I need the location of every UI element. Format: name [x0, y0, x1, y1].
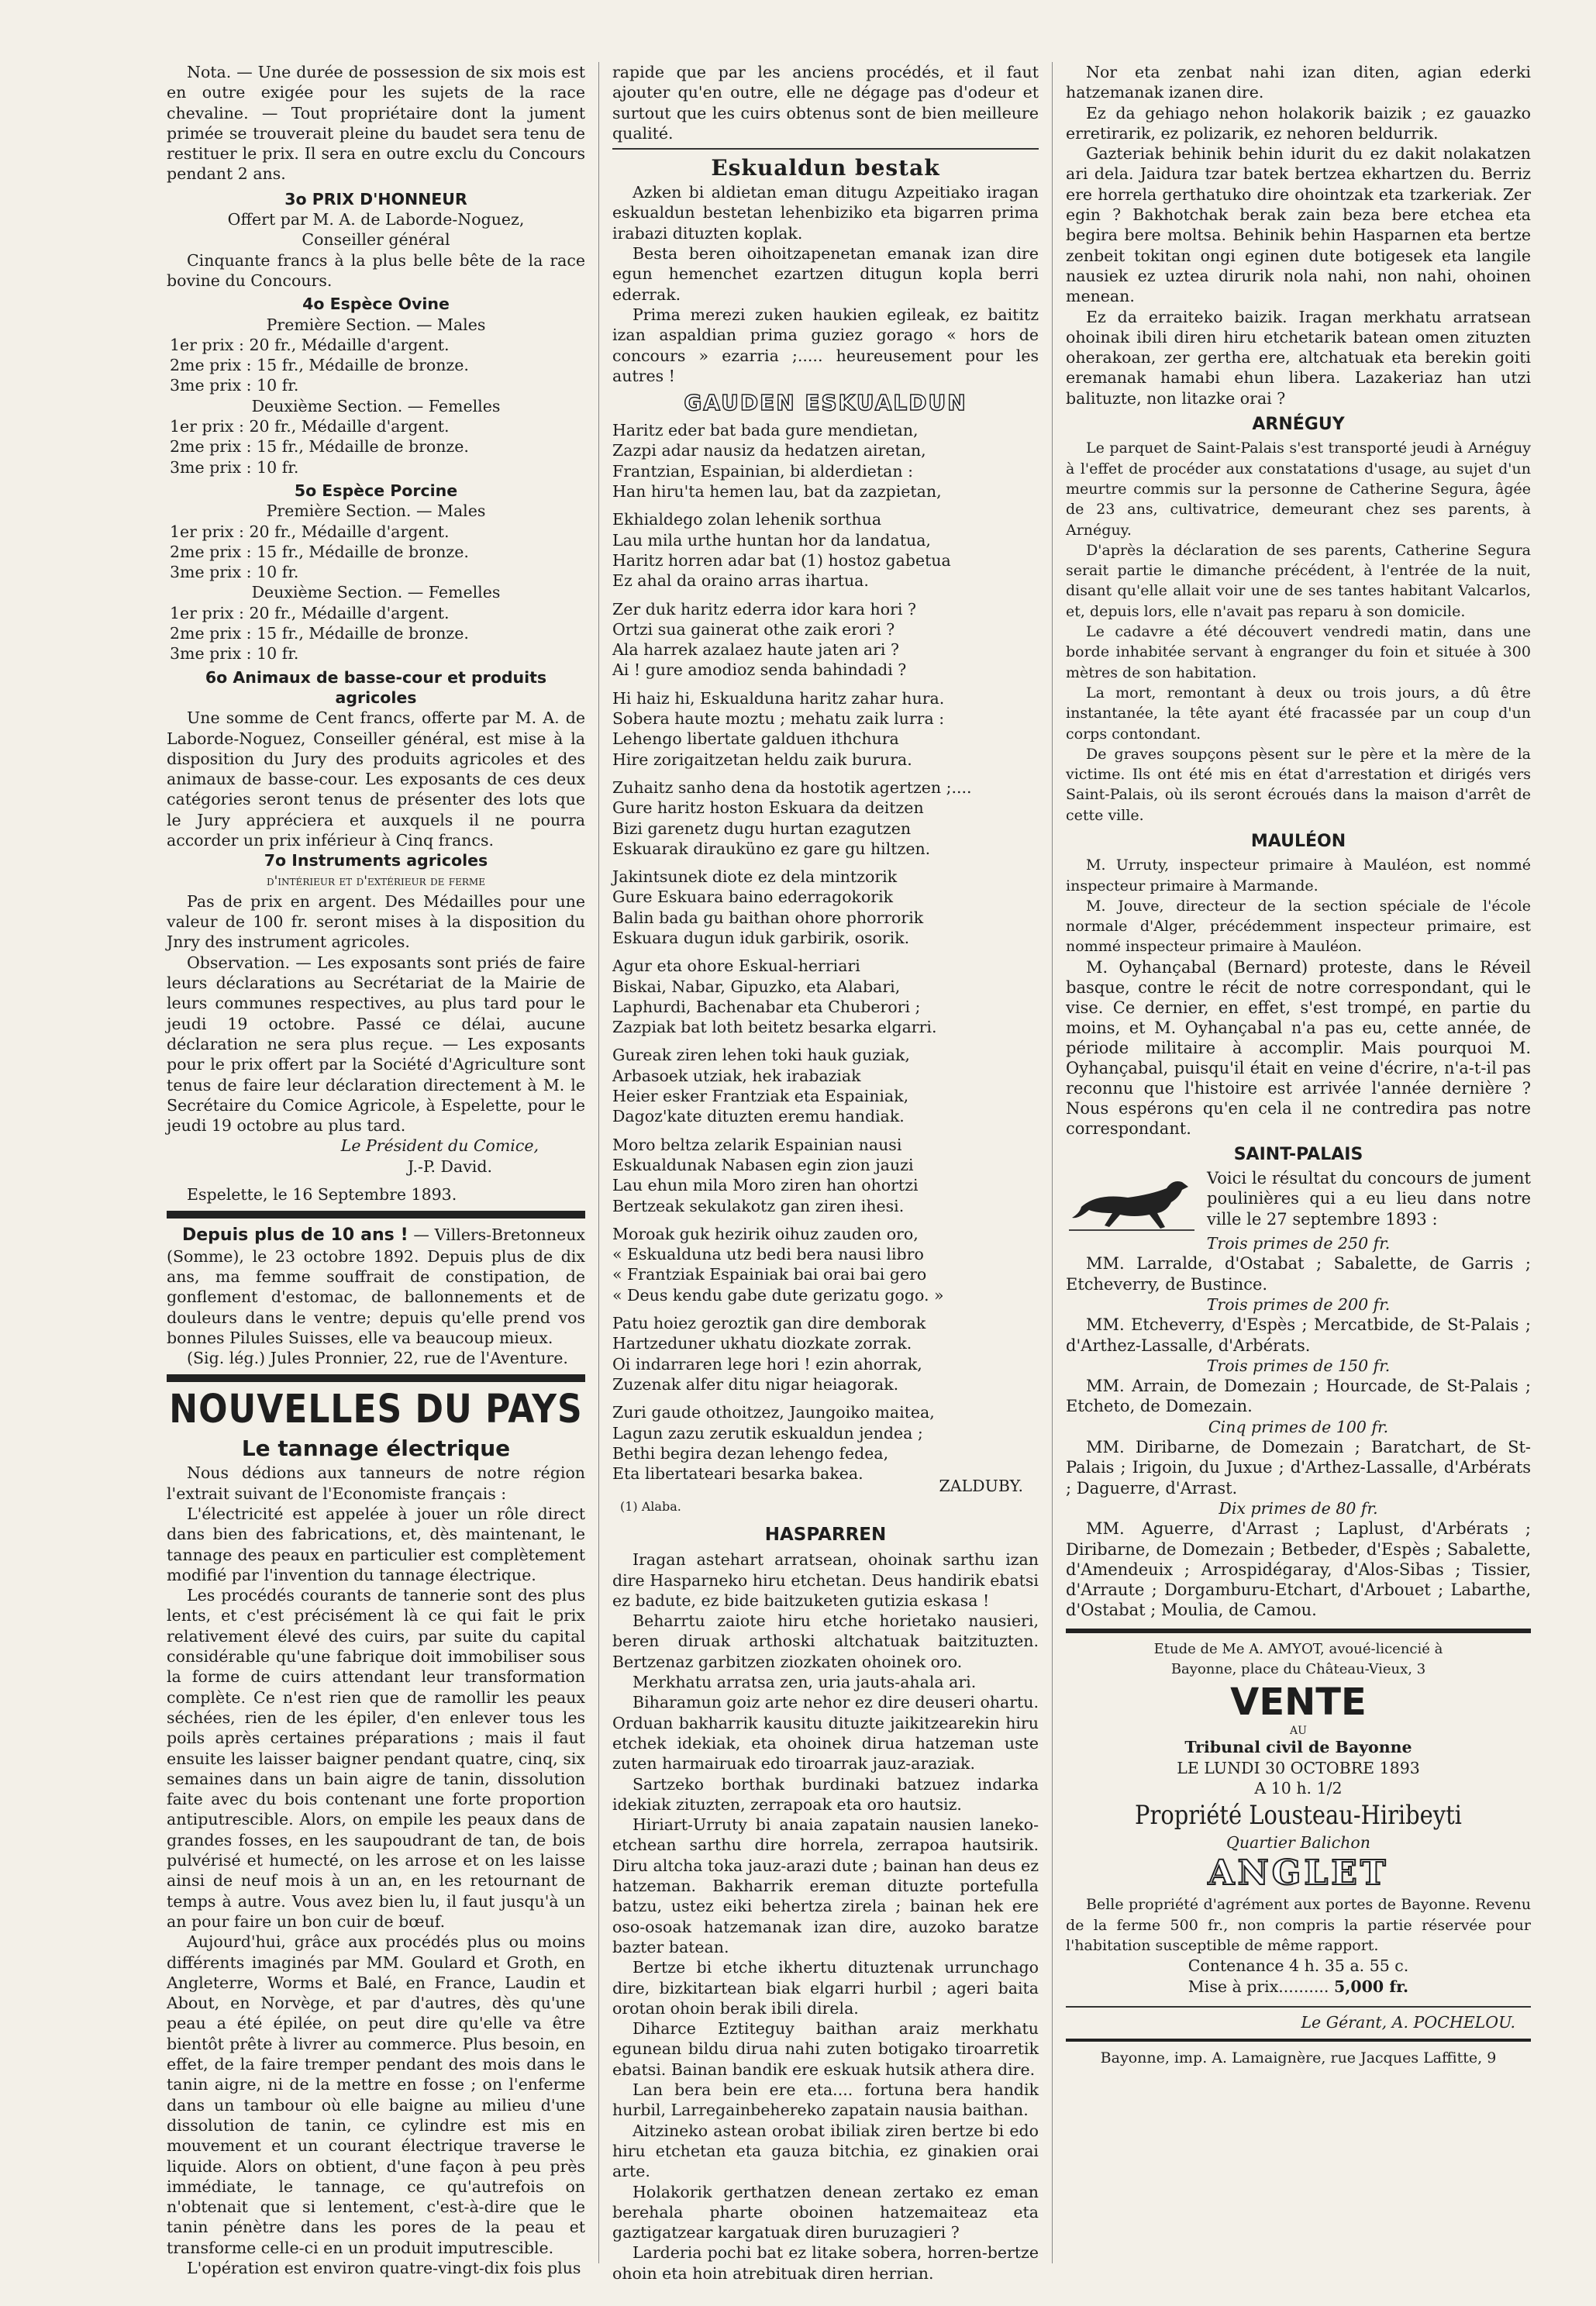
arneguy-paragraph: Le cadavre a été découvert vendredi matin, dans une borde inhabitée servant à engranger du foin et située à 300 mètres de son habitation. [1066, 623, 1531, 681]
poem-line: Zuri gaude othoitzez, Jaungoiko maitea, [612, 1403, 935, 1422]
prix-honneur-heading: 3o PRIX D'HONNEUR [284, 189, 467, 209]
instruments-subheading: d'intérieur et d'extérieur de ferme [267, 873, 485, 889]
poem-line: Moroak guk hezirik oihuz zauden oro, [612, 1224, 919, 1243]
ovine-section2: Deuxième Section. — Femelles [251, 396, 501, 415]
vente-description: Belle propriété d'agrément aux portes de Bayonne. Revenu de la ferme 500 fr., non compris la partie réservée pour l'habitation susceptible de même rapport. [1066, 1896, 1531, 1955]
poem [612, 420, 1039, 1484]
poem-stanza [612, 777, 1039, 859]
hasparren-paragraph: Hiriart-Urruty bi anaia zapatain nausien laneko-etchean sarthu dire horrela, zerrapoa hautsirik. Diru altcha toka jauz-arazi dute ; bainan han deus ez hatzeman. Bakharrik ereman dituzte portefulla batzu, ustez eiki behertza zirela ; bainan hek ere oso-osoak hatzemanak izan dire, auzoko baratze bazter batean. [612, 1815, 1039, 1956]
prix-honneur-line1: Offert par M. A. de Laborde-Noguez, [227, 210, 525, 229]
prize-winners: MM. Arrain, de Domezain ; Hourcade, de St-Palais ; Etcheto, de Domezain. [1066, 1377, 1531, 1416]
prize-line: 3me prix : 10 fr. [170, 376, 299, 395]
bestak-paragraph: Besta beren oihoitzapenetan emanak izan dire egun hemenchet ezartzen ditugun kopla berri ederrak. [612, 244, 1039, 304]
hasparren-paragraph: Diharce Eztiteguy baithan araiz merkhatu egunean bildu dirua nahi zuten botigako tiroarretik ebatsi. Bainan bandik ere eskuak hutsik athera dire. [612, 2019, 1039, 2079]
quartier-line: Quartier Balichon [1226, 1833, 1370, 1853]
ovine-heading: 4o Espèce Ovine [302, 295, 450, 314]
divider-bar [167, 1374, 585, 1382]
poem-line: Bertzeak sekulakotz gan ziren ihesi. [612, 1196, 905, 1215]
poem-line: Lau ehun mila Moro ziren han ohortzi [612, 1176, 919, 1195]
prize-line: 2me prix : 15 fr., Médaille de bronze. [170, 542, 469, 561]
poem-line: Ala harrek azalaez haute jaten ari ? [612, 640, 899, 660]
poem-stanza [612, 599, 1039, 681]
porcine-section2: Deuxième Section. — Femelles [251, 583, 501, 602]
prize-line: 3me prix : 10 fr. [170, 644, 299, 664]
hasparren-continuation: Ez da gehiago nehon holakorik baizik ; ez gauazko erretirarik, ez polizarik, ez nehoren beldurrik. [1066, 103, 1531, 143]
horse-icon [1066, 1171, 1198, 1233]
prix-honneur-text: Cinquante francs à la plus belle bête de la race bovine du Concours. [167, 250, 585, 290]
nouvelles-du-pays-heading: NOUVELLES DU PAYS [169, 1387, 583, 1433]
ad-heading: Depuis plus de 10 ans ! [182, 1225, 408, 1246]
poem-line: Gure Eskuara baino ederragokorik [612, 888, 894, 907]
poem-line: Zuzenak alfer ditu nigar heiagorak. [612, 1374, 899, 1394]
hasparren-continuation: Nor eta zenbat nahi izan diten, agian ederki hatzemanak izanen dire. [1066, 63, 1531, 102]
poem-line: Jakintsunek diote ez dela mintzorik [612, 867, 898, 887]
tannage-paragraph: L'opération est environ quatre-vingt-dix fois plus [187, 2258, 581, 2277]
etude-line: Etude de Me A. AMYOT, avoué-licencié à [1153, 1640, 1443, 1657]
poem-line: Agur eta ohore Eskual-herriari [612, 957, 860, 976]
poem-line: Sobera haute moztu ; mehatu zaik lurra : [612, 709, 945, 729]
mise-a-prix-value: 5,000 fr. [1333, 1977, 1409, 1996]
poem-stanza [612, 956, 1039, 1037]
hasparren-paragraph: Holakorik gerthatzen denean zertako ez eman berehala pharte oboinen hatzemaiteaz eta gaztigatzear kargatuak diren buruzagieri ? [612, 2182, 1039, 2242]
arneguy-paragraph: D'après la déclaration de ses parents, Catherine Segura serait partie le dimanche précédent, à l'entrée de la nuit, disant qu'elle allait voir une de ses tantes habitant Valcarlos, et, depuis lors, elle n'avait pas reparu à son domicile. [1066, 541, 1531, 620]
prize-winners: MM. Diribarne, de Domezain ; Baratchart, de St-Palais ; Irigoin, du Juxue ; d'Arthez-Lassalle, d'Arbérats ; Daguerre, d'Arrast. [1066, 1438, 1531, 1498]
footnote: (1) Alaba. [620, 1498, 681, 1514]
saint-palais-intro [1066, 1168, 1531, 1233]
poem-line: Han hiru'ta hemen lau, bat da zazpietan, [612, 482, 942, 502]
porcine-heading: 5o Espèce Porcine [294, 481, 458, 500]
saint-palais-text: Voici le résultat du concours de jument poulinières qui a eu lieu dans notre ville le 27 septembre 1893 : [1207, 1169, 1531, 1229]
poem-stanza [612, 1135, 1039, 1216]
poem-stanza [612, 867, 1039, 948]
ad-text: — Villers-Bretonneux (Somme), le 23 octobre 1892. Depuis plus de dix ans, ma femme souffrait de constipation, de gonflement d'estomac, de ballonnements et de douleurs dans le ventre; depuis qu'elle prend vos bonnes Pilules Suisses, elle va beaucoup mieux. [167, 1225, 585, 1347]
poem-author: ZALDUBY. [939, 1477, 1023, 1496]
divider-line [1066, 2006, 1531, 2008]
president-title: Le Président du Comice, [340, 1136, 539, 1156]
hasparren-heading: HASPARREN [764, 1525, 887, 1545]
column-3 [1066, 62, 1531, 2069]
poem-line: Dagoz'kate dituzten eremu handiak. [612, 1107, 905, 1126]
divider-bar [1066, 2039, 1531, 2042]
prize-title: Cinq primes de 100 fr. [1208, 1417, 1389, 1436]
poem-line: Zazpiak bat loth beitetz besarka elgarri. [612, 1018, 937, 1037]
poem-line: Eskualdunak Nabasen egin zion jauzi [612, 1155, 914, 1174]
prize-line: 2me prix : 15 fr., Médaille de bronze. [170, 437, 469, 457]
poem-line: Zer duk haritz ederra idor kara hori ? [612, 599, 916, 619]
poem-line: Eta libertateari besarka bakea. [612, 1464, 863, 1484]
poem-stanza [612, 688, 1039, 770]
prize-line: 1er prix : 20 fr., Médaille d'argent. [170, 335, 450, 354]
column-1 [167, 62, 585, 2278]
poem-line: Lau mila urthe huntan hor da landatua, [612, 530, 931, 550]
poem-line: Gureak ziren lehen toki hauk guziak, [612, 1046, 910, 1065]
tannage-paragraph: Nous dédions aux tanneurs de notre région l'extrait suivant de l'Economiste français : [167, 1463, 585, 1503]
poem-line: Balin bada gu baithan ohore phorrorik [612, 908, 924, 927]
hasparren-paragraph: Larderia pochi bat ez litake sobera, horren-bertze ohoin eta hoin atrebituak diren herrian. [612, 2243, 1039, 2283]
prize-title: Trois primes de 250 fr. [1206, 1234, 1391, 1253]
porcine-section1: Première Section. — Males [266, 502, 486, 521]
sale-date: LE LUNDI 30 OCTOBRE 1893 [1177, 1758, 1420, 1777]
poem-line: Bizi garenetz dugu hurtan ezagutzen [612, 819, 912, 838]
arneguy-paragraph: Le parquet de Saint-Palais s'est transporté jeudi à Arnéguy à l'effet de procéder aux constatations d'usage, au sujet d'un meurtre commis sur la personne de Catherine Segura, âgée de 23 ans, cultivatrice, demeurant chez ses parents, à Arnéguy. [1066, 439, 1531, 539]
arneguy-paragraph: De graves soupçons pèsent sur le père et la mère de la victime. Ils ont été mis en état d'arrestation et dirigés vers Saint-Palais, où ils seront écroués dans la maison d'arrêt de cette ville. [1066, 745, 1531, 824]
poem-line: Frantzian, Espainian, bi alderdietan : [612, 461, 914, 481]
instruments-heading: 7o Instruments agricoles [264, 851, 488, 870]
newspaper-page [167, 62, 1562, 2283]
prize-winners: MM. Etcheverry, d'Espès ; Mercatbide, de St-Palais ; d'Arthez-Lassalle, d'Arbérats. [1066, 1315, 1531, 1355]
poem-line: Haritz eder bat bada gure mendietan, [612, 421, 919, 440]
imprimeur-line: Bayonne, imp. A. Lamaignère, rue Jacques Laffitte, 9 [1100, 2049, 1497, 2067]
column-rule [1052, 62, 1053, 2263]
gerant-line: Le Gérant, A. POCHELOU. [1301, 2012, 1515, 2032]
poem-line: Eskuarak dirauküno ez gare gu hiltzen. [612, 839, 931, 858]
president-name: J.-P. David. [407, 1156, 492, 1176]
poem-line: Ai ! gure amodioz senda bahindadi ? [612, 660, 907, 680]
contenance-line: Contenance 4 h. 35 a. 55 c. [1188, 1956, 1409, 1976]
prize-line: 2me prix : 15 fr., Médaille de bronze. [170, 356, 469, 375]
tribunal-line: Tribunal civil de Bayonne [1184, 1738, 1412, 1757]
poem-stanza [612, 420, 1039, 502]
hasparren-paragraph: Merkhatu arratsa zen, uria jauts-ahala ari. [633, 1673, 977, 1692]
column-rule [598, 62, 599, 2263]
poem-line: Hire zorigaitzetan heldu zaik burura. [612, 750, 912, 769]
prix-honneur-line2: Conseiller général [302, 230, 450, 250]
prize-title: Dix primes de 80 fr. [1219, 1498, 1378, 1518]
hasparren-paragraph: Sartzeko borthak burdinaki batzuez indarka idekiak zituzten, zerrapoak eta oro hautsiz. [612, 1774, 1039, 1814]
hasparren-paragraph: Iragan astehart arratsean, ohoinak sarthu izan dire Hasparneko hiru etchetan. Deus handirik ebatsi ez badute, ez bide baitzuketen gutizia eskasa ! [612, 1550, 1039, 1610]
poem-line: Lagun zazu zerutik eskualdun jendea ; [612, 1423, 923, 1443]
mise-a-prix-label: Mise à prix.......... [1188, 1977, 1329, 1996]
poem-line: Arbasoek utziak, hek irabaziak [612, 1066, 861, 1085]
poem-stanza [612, 1402, 1039, 1484]
poem-line: Gure haritz hoston Eskuara da deitzen [612, 798, 924, 818]
mauleon-heading: MAULÉON [1250, 831, 1346, 851]
prize-line: 3me prix : 10 fr. [170, 563, 299, 582]
gauden-eskualdun-heading: GAUDEN ESKUALDUN [684, 390, 967, 416]
poem-line: Ortzi sua gainerat othe zaik erori ? [612, 619, 895, 639]
poem-line: Ekhialdego zolan lehenik sorthua [612, 510, 882, 529]
observation-text: Observation. — Les exposants sont priés de faire leurs déclarations au Secrétariat de la Mairie de leurs communes respectives, au plus tard pour le jeudi 19 octobre. Passé ce délai, aucune déclaration ne sera plus reçue. — Les exposants pour le prix offert par la Société d'Agriculture sont tenus de faire leur déclaration directement à M. le Secrétaire du Comice Agricole, à Espelette, pour le jeudi 19 octobre au plus tard. [167, 953, 585, 1136]
bestak-paragraph: Prima merezi zuken haukien egileak, ez baititz izan aspaldian prima guziez gorago « hors de concours » ezarria ;..... heureusement pour les autres ! [612, 305, 1039, 385]
poem-stanza [612, 1313, 1039, 1394]
poem-line: « Frantziak Espainiak bai orai bai gero [612, 1265, 927, 1284]
poem-line: Hartzeduner ukhatu diozkate zorrak. [612, 1334, 912, 1353]
ad-signature: (Sig. lég.) Jules Pronnier, 22, rue de l'Aventure. [187, 1349, 568, 1368]
poem-line: Haritz horren adar bat (1) hostoz gabetua [612, 550, 951, 570]
tannage-heading: Le tannage électrique [241, 1436, 511, 1462]
poem-stanza [612, 1045, 1039, 1126]
basse-cour-text: Une somme de Cent francs, offerte par M. A. de Laborde-Noguez, Conseiller général, est mise à la disposition du Jury des produits agricoles et des animaux de basse-cour. Les exposants de ces deux catégories seront tenus de présenter des lots que le Jury appréciera et auxquels il ne pourra accorder un prix inférieur à Cinq francs. [167, 708, 585, 850]
prize-title: Trois primes de 150 fr. [1206, 1356, 1391, 1375]
anglet-heading: ANGLET [1208, 1853, 1389, 1894]
poem-line: Laphurdi, Bachenabar eta Chuberori ; [612, 997, 921, 1016]
nota-paragraph: Nota. — Une durée de possession de six mois est en outre exigée pour les sujets de la race chevaline. — Tout propriétaire dont la jument primée se trouverait pleine du baudet sera tenu de restituer le prix. Il sera en outre exclu du Concours pendant 2 ans. [167, 63, 585, 184]
poem-stanza [612, 509, 1039, 591]
poem-line: Hi haiz hi, Eskualduna haritz zahar hura. [612, 688, 945, 708]
propriete-heading: Propriété Lousteau-Hiribeyti [1135, 1800, 1462, 1832]
poem-line: Moro beltza zelarik Espainian nausi [612, 1135, 902, 1154]
prize-title: Trois primes de 200 fr. [1206, 1294, 1391, 1314]
divider-line [612, 148, 1039, 150]
prize-line: 1er prix : 20 fr., Médaille d'argent. [170, 417, 450, 436]
arneguy-heading: ARNÉGUY [1252, 415, 1345, 435]
sale-time: A 10 h. 1/2 [1254, 1778, 1343, 1798]
prize-line: 1er prix : 20 fr., Médaille d'argent. [170, 603, 450, 622]
poem-line: « Eskualduna utz bedi bera nausi libro [612, 1245, 924, 1264]
dateline: Espelette, le 16 Septembre 1893. [187, 1185, 457, 1205]
mauleon-paragraph: M. Jouve, directeur de la section spéciale de l'école normale d'Alger, précédemment inspecteur primaire, est nommé inspecteur primaire à Mauléon. [1066, 897, 1531, 956]
mauleon-paragraph: M. Oyhançabal (Bernard) proteste, dans le Réveil basque, contre le récit de notre correspondant, qui le vise. Ce dernier, en effet, s'est trompé, en partie du moins, et M. Oyhançabal n'a pas eu, cette année, de période militaire à accomplir. Mais pourquoi M. Oyhançabal, puisqu'il était en veine d'écrire, n'a-t-il pas reconnu que l'histoire est arrivée l'année dernière ? Nous espérons qu'en cela il ne contredira pas notre correspondant. [1066, 957, 1531, 1138]
ovine-section1: Première Section. — Males [266, 315, 486, 334]
tannage-paragraph: Aujourd'hui, grâce aux procédés plus ou moins différents imaginés par MM. Goulard et Groth, en Angleterre, Worms et Balé, en France, Laudin et About, en Norvège, et par d'autres, dès qu'une peau a été épilée, on peut dire qu'elle va être bientôt prête à livrer au commerce. Plus besoin, en effet, de la faire tremper pendant des mois dans le tanin aigre, ni de la mettre en fosse ; on l'enferme dans un tambour où elle baigne au milieu d'une dissolution de tanin, ce cylindre est mis en mouvement et un courant électrique traverse le liquide. Alors on obtient, d'une façon à peu près immédiate, le tannage, ce qu'autrefois on n'obtenait que si lentement, c'est-à-dire que le tanin pénètre dans les pores de la peau et transforme celle-ci en un produit imputrescible. [167, 1932, 585, 2257]
prize-list [1066, 1233, 1531, 1621]
divider-bar [1066, 1629, 1531, 1633]
hasparren-paragraph: Lan bera bein ere eta.... fortuna bera handik hurbil, Larregainbehereko zapatain nausia baithan. [612, 2080, 1039, 2120]
prize-line: 1er prix : 20 fr., Médaille d'argent. [170, 522, 450, 541]
vente-au: AU [1290, 1725, 1307, 1738]
prize-line: 3me prix : 10 fr. [170, 457, 299, 477]
hasparren-paragraph: Bertze bi etche ikhertu dituztenak urrunchago dire, bizkitartean biak elgarri hurbil ; ageri baita orotan ohoin berak ibili direla. [612, 1958, 1039, 2018]
saint-palais-heading: SAINT-PALAIS [1233, 1144, 1363, 1164]
tannage-continuation: rapide que par les anciens procédés, et il faut ajouter qu'en outre, elle ne dégage pas d'odeur et surtout que les cuirs obtenus sont de bien meilleure qualité. [612, 63, 1039, 143]
prize-winners: MM. Aguerre, d'Arrast ; Laplust, d'Arbérats ; Diribarne, de Domezain ; Betbeder, d'Espès ; Sabalette, d'Amendeuix ; Arrospidégaray, d'Alos-Sibas ; Tissier, d'Arraute ; Dorgamburu-Etchart, d'Arbouet ; Labarthe, d'Ostabat ; Moulia, de Camou. [1066, 1519, 1531, 1620]
poem-line: Lehengo libertate galduen ithchura [612, 729, 899, 749]
hasparren-paragraph: Beharrtu zaiote hiru etche horietako nausieri, beren diruak arthoski altchatuak baitzituzten. Bertzenaz garbitzen ziozkaten ohoinek oro. [612, 1611, 1039, 1671]
basse-cour-heading: 6o Animaux de basse-cour et produits agricoles [205, 667, 547, 707]
poem-line: « Deus kendu gabe dute gerizatu gogo. » [612, 1285, 944, 1305]
etude-line: Bayonne, place du Château-Vieux, 3 [1170, 1661, 1426, 1677]
prize-winners: MM. Larralde, d'Ostabat ; Sabalette, de Garris ; Etcheverry, de Bustince. [1066, 1254, 1531, 1294]
column-2 [612, 62, 1039, 2284]
vente-heading: VENTE [1230, 1680, 1367, 1725]
poem-line: Oi indarraren lege hori ! ezin ahorrak, [612, 1354, 922, 1374]
poem-stanza [612, 1224, 1039, 1305]
bestak-paragraph: Azken bi aldietan eman ditugu Azpeitiako iragan eskualdun bestetan lehenbiziko eta bigarren prima irabazi dituzten koplak. [612, 183, 1039, 243]
mauleon-paragraph: M. Urruty, inspecteur primaire à Mauléon, est nommé inspecteur primaire à Marmande. [1066, 857, 1531, 894]
poem-line: Eskuara dugun iduk garbirik, osorik. [612, 928, 910, 947]
eskualdun-bestak-heading: Eskualdun bestak [711, 155, 940, 181]
poem-line: Patu hoiez geroztik gan dire demborak [612, 1314, 926, 1333]
divider-bar [167, 1211, 585, 1218]
instruments-text: Pas de prix en argent. Des Médailles pour une valeur de 100 fr. seront mises à la disposition du Jnry des instrument agricoles. [167, 891, 585, 952]
hasparren-continuation: Ez da erraiteko baizik. Iragan merkhatu arratsean ohoinak ibili diren hiru etchetarik batean omen zituzten oherakoan, zer gertha ere, altchatuak eta berekin goiti eremanak hamabi ehun libera. Lazakeriaz han utzi balituzte, non litazke orai ? [1066, 307, 1531, 408]
poem-line: Biskai, Nabar, Gipuzko, eta Alabari, [612, 977, 901, 996]
poem-line: Ez ahal da oraino arras ihartua. [612, 571, 869, 591]
tannage-paragraph: L'électricité est appelée à jouer un rôle direct dans bien des fabrications, et, dès maintenant, le tannage des peaux en particulier est complètement modifié par l'invention du tannage électrique. [167, 1505, 585, 1584]
tannage-paragraph: Les procédés courants de tannerie sont des plus lents, et c'est précisément là ce qui fait le prix relativement élevé des cuirs, par suite du capital considérable qu'une fabrique doit immobiliser sous la forme de cuirs attendant leur transformation complète. Ce n'est rien que de ramollir les peaux séchées, rien de les épiler, d'en enlever tous les poils après certaines préparations ; mais il faut ensuite les laisser baigner pendant quatre, cinq, six semaines dans un bain aigre de tanin, dissolution faite avec du bois contenant une forte proportion antiputrescible. Alors, on empile les peaux dans de grandes fosses, en les saupoudrant de tan, de bois pulvérisé et humecté, on les arrose et on les laisse ainsi de neuf mois à un an, en les retournant de temps à autre. Vous avez bien lu, il faut jusqu'à un an pour faire un bon cuir de bœuf. [167, 1586, 585, 1931]
poem-line: Zuhaitz sanho dena da hostotik agertzen ;.... [612, 777, 972, 797]
hasparren-paragraph: Aitzineko astean orobat ibiliak ziren bertze bi edo hiru etchetan eta gauza bitchia, ez ginakien orai arte. [612, 2121, 1039, 2181]
poem-line: Zazpi adar nausiz da hedatzen airetan, [612, 441, 926, 460]
hasparren-paragraph: Biharamun goiz arte nehor ez dire deuseri ohartu. Orduan bakharrik kausitu dituzte jaikitzearekin hiru etchek idekiak, eta ohoinek dirua hatzeman uste zuten harmairuak edo tiroarrak jauz-araziak. [612, 1693, 1039, 1773]
prize-line: 2me prix : 15 fr., Médaille de bronze. [170, 624, 469, 643]
poem-line: Bethi begira dezan lehengo fedea, [612, 1443, 889, 1463]
hasparren-continuation: Gazteriak behinik behin idurit du ez dakit nolakatzen ari dela. Jaidura tzar batek bertzea ekhartzen du. Berriz ere horrela gerthatuko dire ohointzak eta tzarkeriak. Zer egin ? Bakhotchak berak zain beza bere etchea eta begira bere moltsa. Behinik behin Hasparnen eta bertze zenbeit tokitan ongi eginen dute botigesek eta langile nausiek ez uztea dirurik nola nahi, non nahi, ohoinen menean. [1066, 144, 1531, 306]
arneguy-paragraph: La mort, remontant à deux ou trois jours, a dû être instantanée, la tête ayant été fracassée par un coup d'un corps contondant. [1066, 684, 1531, 743]
poem-line: Heier esker Frantziak eta Espainiak, [612, 1087, 909, 1106]
